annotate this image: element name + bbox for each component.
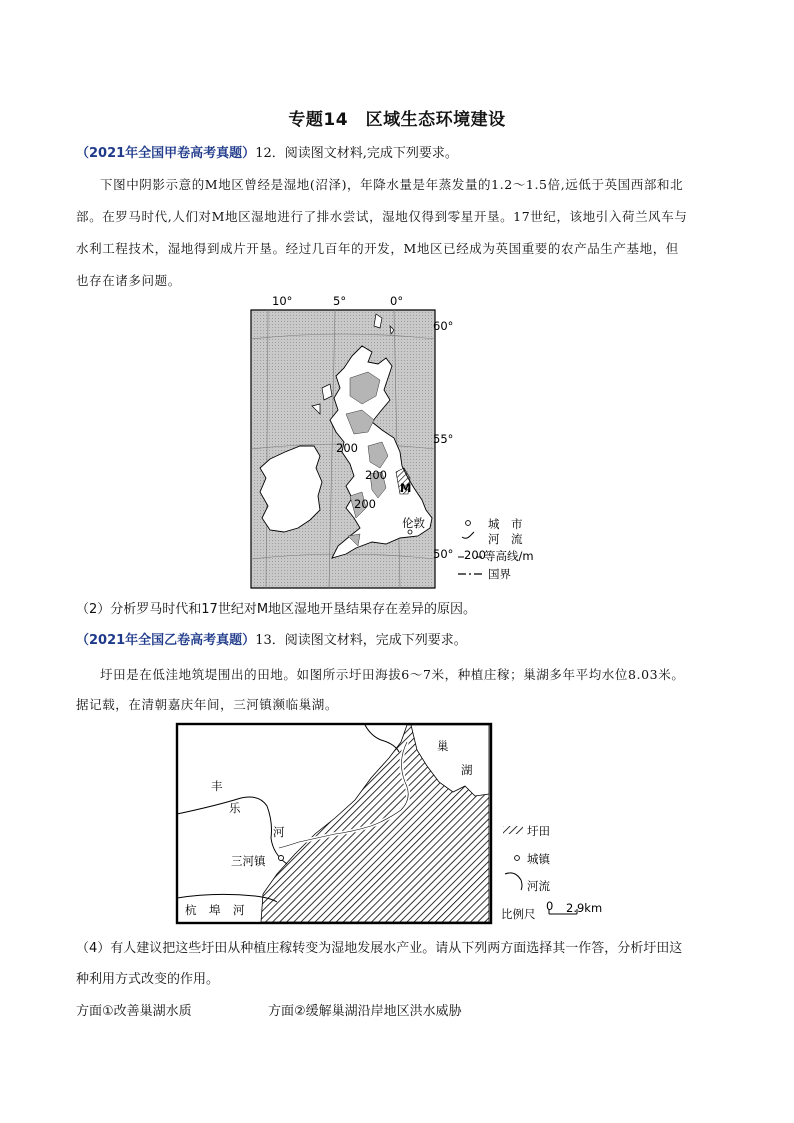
m-region-label: M [400,481,412,495]
contour-label: 200 [365,468,387,482]
question-12-prompt: （2）分析罗马时代和17世纪对M地区湿地开垦结果存在差异的原因。 [76,602,477,617]
chaohu-label-chao: 巢 [437,739,449,753]
map-legend [458,517,534,581]
page-title: 专题14 区域生态环境建设 [288,110,506,130]
question-12-paragraph-line: 也存在诸多问题。 [76,273,181,288]
question-13-option-1: 方面①改善巢湖水质 [76,1004,192,1019]
scale-zero: 0 [546,899,554,913]
latitude-label: 50° [433,547,454,561]
question-13-prompt-line: 种利用方式改变的作用。 [76,972,220,987]
british-isles-map [250,296,550,590]
town-legend-icon [515,856,520,861]
question-12-paragraph-line: 部。在罗马时代,人们对M地区湿地进行了排水尝试，湿地仅得到零星开垦。17世纪，该地引入荷兰风车与 [76,209,688,224]
legend-river: 河 流 [488,532,523,546]
question-13-paragraph-line: 据记载，在清朝嘉庆年间，三河镇濒临巢湖。 [76,697,339,712]
longitude-label: 5° [333,296,347,308]
scale-distance: 2.9km [566,901,603,915]
scale-label: 比例尺 [501,907,536,921]
legend-town: 城镇 [527,852,550,866]
question-12-header [76,145,458,163]
latitude-label: 60° [433,319,454,333]
city-legend-icon [466,521,471,526]
contour-label: 200 [336,441,358,455]
fengle-river-label: 河 [273,825,285,839]
legend-polder: 圩田 [527,824,550,838]
fengle-river-label: 丰 [211,779,223,793]
question-13-source: （2021年全国乙卷高考真题） [76,633,256,648]
question-13-header [76,632,467,650]
river-legend-icon [462,532,474,538]
london-label: 伦敦 [402,516,425,530]
fengle-river-label: 乐 [229,801,241,815]
contour-legend-sample: 200 [464,548,486,562]
sanhe-town-label: 三河镇 [231,854,266,868]
chaohu-label-hu: 湖 [461,763,473,777]
question-12-intro: 12．阅读图文材料,完成下列要求。 [255,146,458,161]
hangbu-river-label: 河 [233,903,245,917]
legend-border: 国界 [488,567,511,581]
contour-label: 200 [354,497,376,511]
london-city-marker [408,530,412,534]
longitude-label: 0° [390,296,404,308]
question-13-paragraph-line: 圩田是在低洼地筑堤围出的田地。如图所示圩田海拔6～7米，种植庄稼；巢湖多年平均水位8.03米。 [100,667,685,682]
question-12-paragraph-line: 水利工程技术，湿地得到成片开垦。经过几百年的开发，M地区已经成为英国重要的农产品生产基地，但 [76,241,679,256]
question-13-prompt-line: （4）有人建议把这些圩田从种植庄稼转变为湿地发展水产业。请从下列两方面选择其一作答，分析圩田这 [76,941,683,956]
legend-river: 河流 [527,879,550,893]
latitude-label: 55° [433,432,454,446]
chaohu-polder-map [175,722,630,925]
polder-legend-icon [503,826,523,834]
question-12-paragraph-line: 下图中阴影示意的M地区曾经是湿地(沼泽)，年降水量是年蒸发量的1.2～1.5倍,远低于英国西部和北 [100,177,684,192]
sanhe-town-marker [279,856,284,861]
river-legend-icon [505,873,522,890]
longitude-label: 10° [272,296,293,308]
hangbu-river-label: 杭 [185,903,197,917]
question-12-source: （2021年全国甲卷高考真题） [76,146,256,161]
question-13-option-2: 方面②缓解巢湖沿岸地区洪水威胁 [268,1004,462,1019]
question-13-intro: 13．阅读图文材料，完成下列要求。 [255,633,467,648]
hangbu-river-label: 埠 [209,903,221,917]
legend-city: 城 市 [488,517,523,531]
legend-contour: 等高线/m [484,549,534,563]
